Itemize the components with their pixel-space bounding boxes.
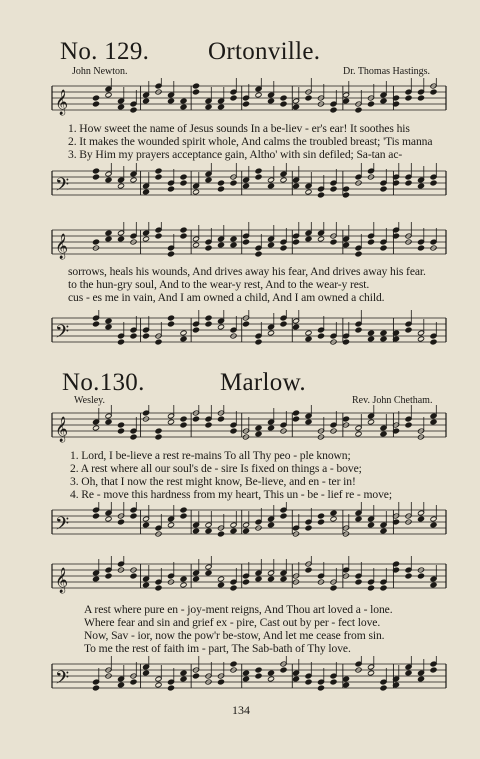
lyric-line: 2. A rest where all our soul's de - sire Is fixed on things a - bove; xyxy=(70,462,362,475)
svg-text:𝄞: 𝄞 xyxy=(55,417,69,442)
hymn-129-lyrics-a xyxy=(68,122,432,161)
lyric-line: cus - es me in vain, And I am owned a child, And I am owned a child. xyxy=(68,291,385,304)
lyric-line: 3. Oh, that I now the rest might know, Be-lieve, and en - ter in! xyxy=(70,475,356,488)
svg-text:𝄢: 𝄢 xyxy=(55,668,70,693)
svg-text:𝄢: 𝄢 xyxy=(55,322,70,347)
svg-text:𝄞: 𝄞 xyxy=(55,234,69,259)
svg-text:𝄞: 𝄞 xyxy=(55,568,69,593)
hymn-130-author: Wesley. xyxy=(74,395,106,406)
hymn-130-treble-staff-2 xyxy=(50,556,448,602)
lyric-line: Where fear and sin and grief ex - pire, Cast out by per - fect love. xyxy=(84,616,381,629)
hymn-130-lyrics-a xyxy=(70,449,392,501)
hymn-130-bass-staff-2 xyxy=(50,656,448,702)
hymn-129-composer: Dr. Thomas Hastings. xyxy=(343,66,431,77)
page-number: 134 xyxy=(232,703,250,717)
hymn-130-number: No.130. xyxy=(62,369,145,396)
lyric-line: 3. By Him my prayers acceptance gain, Altho' with sin defiled; Sa-tan ac- xyxy=(68,148,403,161)
hymn-129-treble-staff-2 xyxy=(50,222,448,268)
hymn-130-title: Marlow. xyxy=(220,369,306,396)
svg-text:𝄞: 𝄞 xyxy=(55,90,69,115)
lyric-line: Now, Sav - ior, now the pow'r be-stow, And let me cease from sin. xyxy=(84,629,385,642)
hymn-129-author: John Newton. xyxy=(72,66,128,77)
hymn-129-bass-staff-1 xyxy=(50,163,448,209)
lyric-line: To me the rest of faith im - part, The Sab-bath of Thy love. xyxy=(84,642,351,655)
hymn-130-composer: Rev. John Chetham. xyxy=(352,395,433,406)
svg-text:𝄢: 𝄢 xyxy=(55,175,70,200)
hymn-129-title: Ortonville. xyxy=(208,38,321,65)
hymn-130-treble-staff-1 xyxy=(50,405,448,451)
lyric-line: 2. It makes the wounded spirit whole, And calms the troubled breast; 'Tis manna xyxy=(68,135,433,148)
lyric-line: 1. How sweet the name of Jesus sounds In a be-liev - er's ear! It soothes his xyxy=(68,122,410,135)
lyric-line: sorrows, heals his wounds, And drives away his fear, And drives away his fear. xyxy=(68,265,426,278)
lyric-line: to the hun-gry soul, And to the wear-y rest, And to the wear-y rest. xyxy=(68,278,370,291)
hymn-130-bass-staff-1 xyxy=(50,502,448,548)
hymn-129-lyrics-b xyxy=(68,265,426,304)
lyric-line: 4. Re - move this hardness from my heart, This un - be - lief re - move; xyxy=(70,488,392,501)
hymn-129-bass-staff-2 xyxy=(50,310,448,356)
svg-text:𝄢: 𝄢 xyxy=(55,514,70,539)
lyric-line: A rest where pure en - joy-ment reigns, And Thou art loved a - lone. xyxy=(84,603,393,616)
hymn-130-lyrics-b xyxy=(84,603,393,655)
hymn-129-treble-staff-1 xyxy=(50,78,448,124)
hymn-129-number: No. 129. xyxy=(60,38,150,65)
lyric-line: 1. Lord, I be-lieve a rest re-mains To all Thy peo - ple known; xyxy=(70,449,351,462)
